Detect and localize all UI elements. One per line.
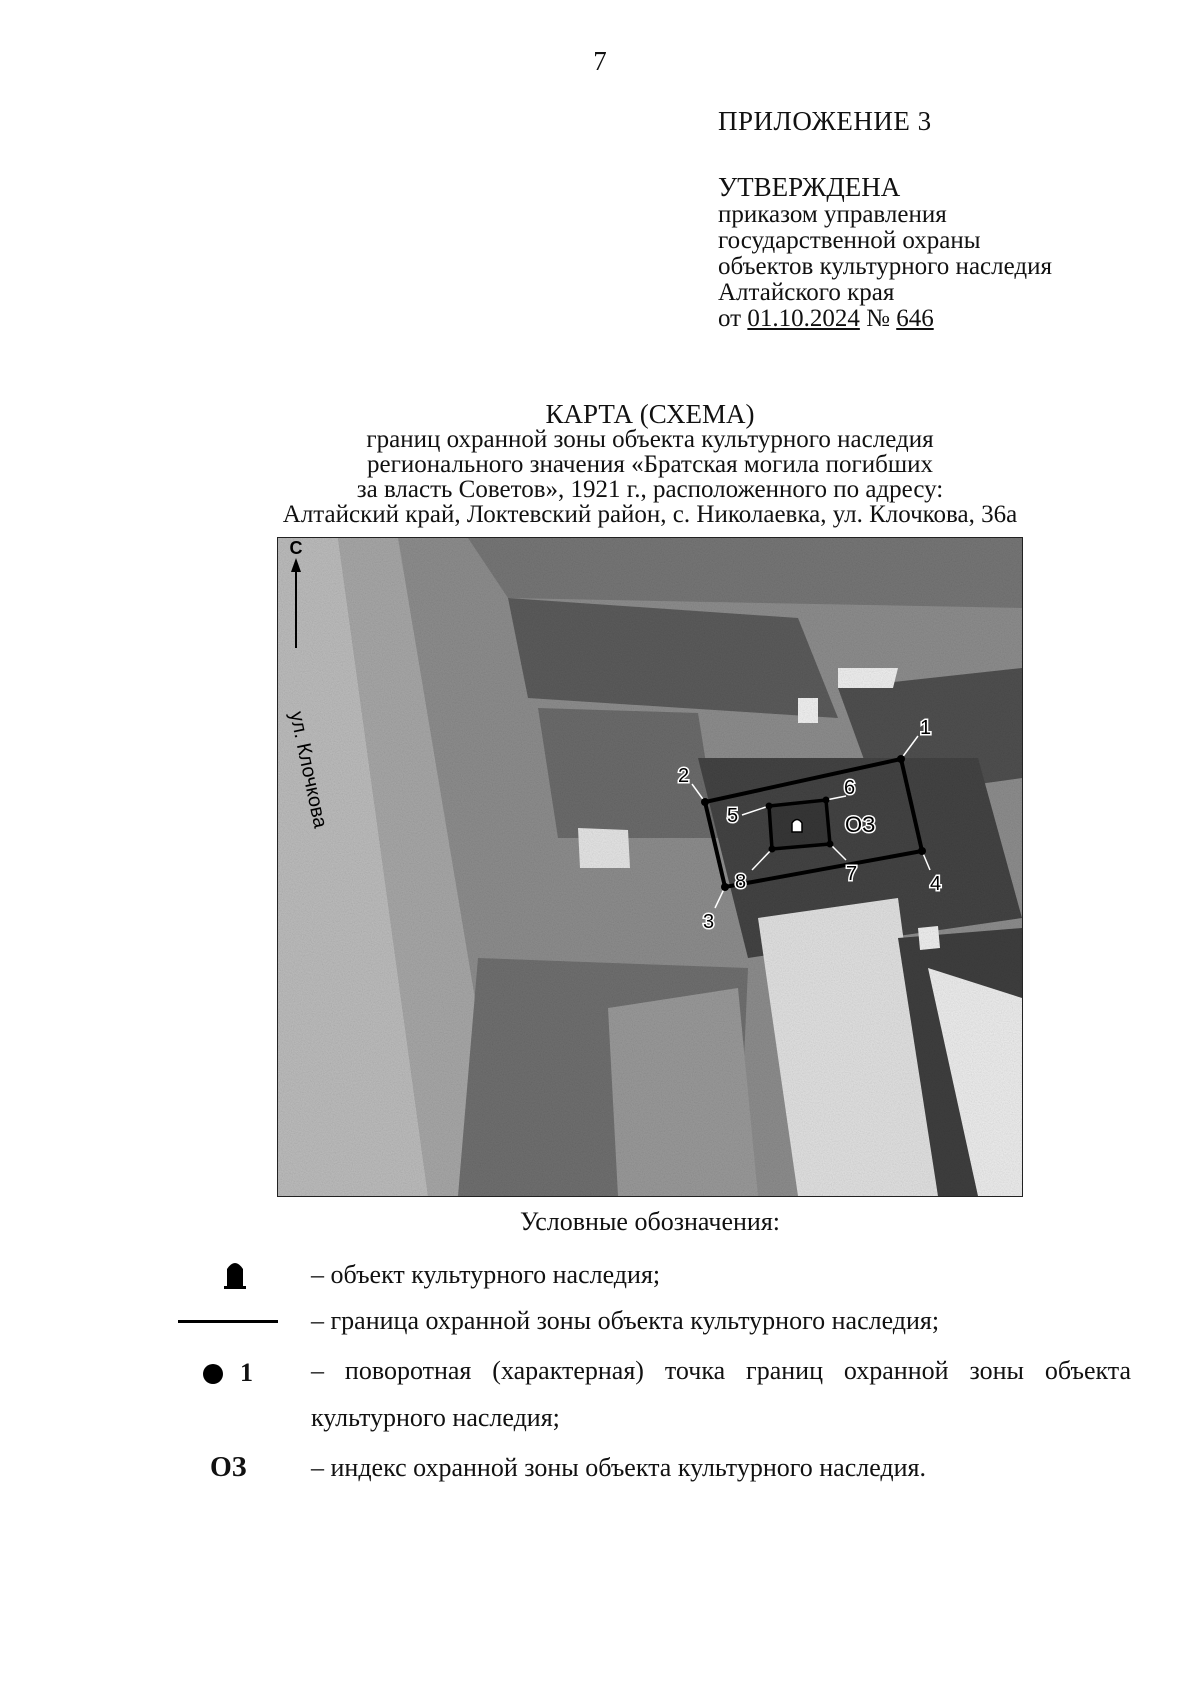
monument-icon bbox=[220, 1257, 250, 1291]
approval-line: объектов культурного наследия bbox=[718, 253, 1052, 280]
legend-point-number: 1 bbox=[240, 1358, 253, 1387]
north-label: С bbox=[289, 538, 303, 558]
order-date: 01.10.2024 bbox=[747, 305, 860, 332]
title-line: границ охранной зоны объекта культурного наследия bbox=[366, 426, 934, 453]
legend-item-text: – поворотная (характерная) точка границ охранной зоны объекта bbox=[311, 1356, 1131, 1385]
approved-label: УТВЕРЖДЕНА bbox=[718, 172, 901, 202]
number-prefix: № bbox=[859, 305, 897, 332]
legend-item-text: – объект культурного наследия; bbox=[311, 1260, 661, 1289]
map-canvas bbox=[278, 538, 1022, 1196]
legend-point-symbol bbox=[203, 1364, 223, 1384]
monument-icon bbox=[792, 820, 802, 833]
white-structure bbox=[578, 828, 630, 868]
turning-point bbox=[721, 883, 729, 891]
turning-point bbox=[827, 841, 834, 848]
legend-item-text: – граница охранной зоны объекта культурного наследия; bbox=[311, 1306, 940, 1335]
title-line: регионального значения «Братская могила погибших bbox=[367, 451, 933, 478]
title-line: Алтайский край, Локтевский район, с. Николаевка, ул. Клочкова, 36а bbox=[282, 501, 1018, 528]
title-line: КАРТА (СХЕМА) bbox=[545, 399, 755, 429]
approval-line: государственной охраны bbox=[718, 227, 981, 254]
legend-monument-symbol bbox=[180, 1257, 290, 1291]
aerial-map bbox=[277, 537, 1023, 1197]
legend-item-text: культурного наследия; bbox=[311, 1403, 560, 1432]
turning-point bbox=[769, 846, 776, 853]
turning-point bbox=[823, 797, 830, 804]
point-label: 3 bbox=[703, 911, 715, 933]
approval-block bbox=[718, 172, 1052, 332]
turning-point bbox=[897, 755, 905, 763]
point-label: 6 bbox=[844, 777, 856, 799]
zone-index-label: ОЗ bbox=[845, 812, 876, 837]
order-number: 646 bbox=[896, 305, 934, 332]
map-title bbox=[0, 399, 1200, 528]
point-label: 7 bbox=[846, 863, 858, 885]
legend-title: Условные обозначения: bbox=[519, 1207, 781, 1236]
turning-point bbox=[701, 798, 709, 806]
legend-boundary-line bbox=[178, 1320, 278, 1323]
title-line: за власть Советов», 1921 г., расположенного по адресу: bbox=[356, 476, 944, 503]
point-label: 2 bbox=[678, 765, 690, 787]
turning-point bbox=[766, 803, 773, 810]
legend-zone-index: ОЗ bbox=[210, 1452, 247, 1483]
approval-line: Алтайского края bbox=[718, 279, 895, 306]
order-date-line bbox=[718, 306, 1052, 332]
page-number: 7 bbox=[593, 46, 607, 76]
turning-point bbox=[918, 847, 926, 855]
point-label: 4 bbox=[930, 873, 942, 895]
approval-line: приказом управления bbox=[718, 201, 947, 228]
legend-item-text: – индекс охранной зоны объекта культурного наследия. bbox=[311, 1453, 927, 1482]
point-label: 5 bbox=[727, 805, 739, 827]
point-label: 1 bbox=[920, 717, 932, 739]
point-label: 8 bbox=[735, 871, 747, 893]
street-label: ул. Клочкова bbox=[285, 709, 332, 831]
date-prefix: от bbox=[718, 305, 748, 332]
appendix-label: ПРИЛОЖЕНИЕ 3 bbox=[718, 106, 932, 136]
